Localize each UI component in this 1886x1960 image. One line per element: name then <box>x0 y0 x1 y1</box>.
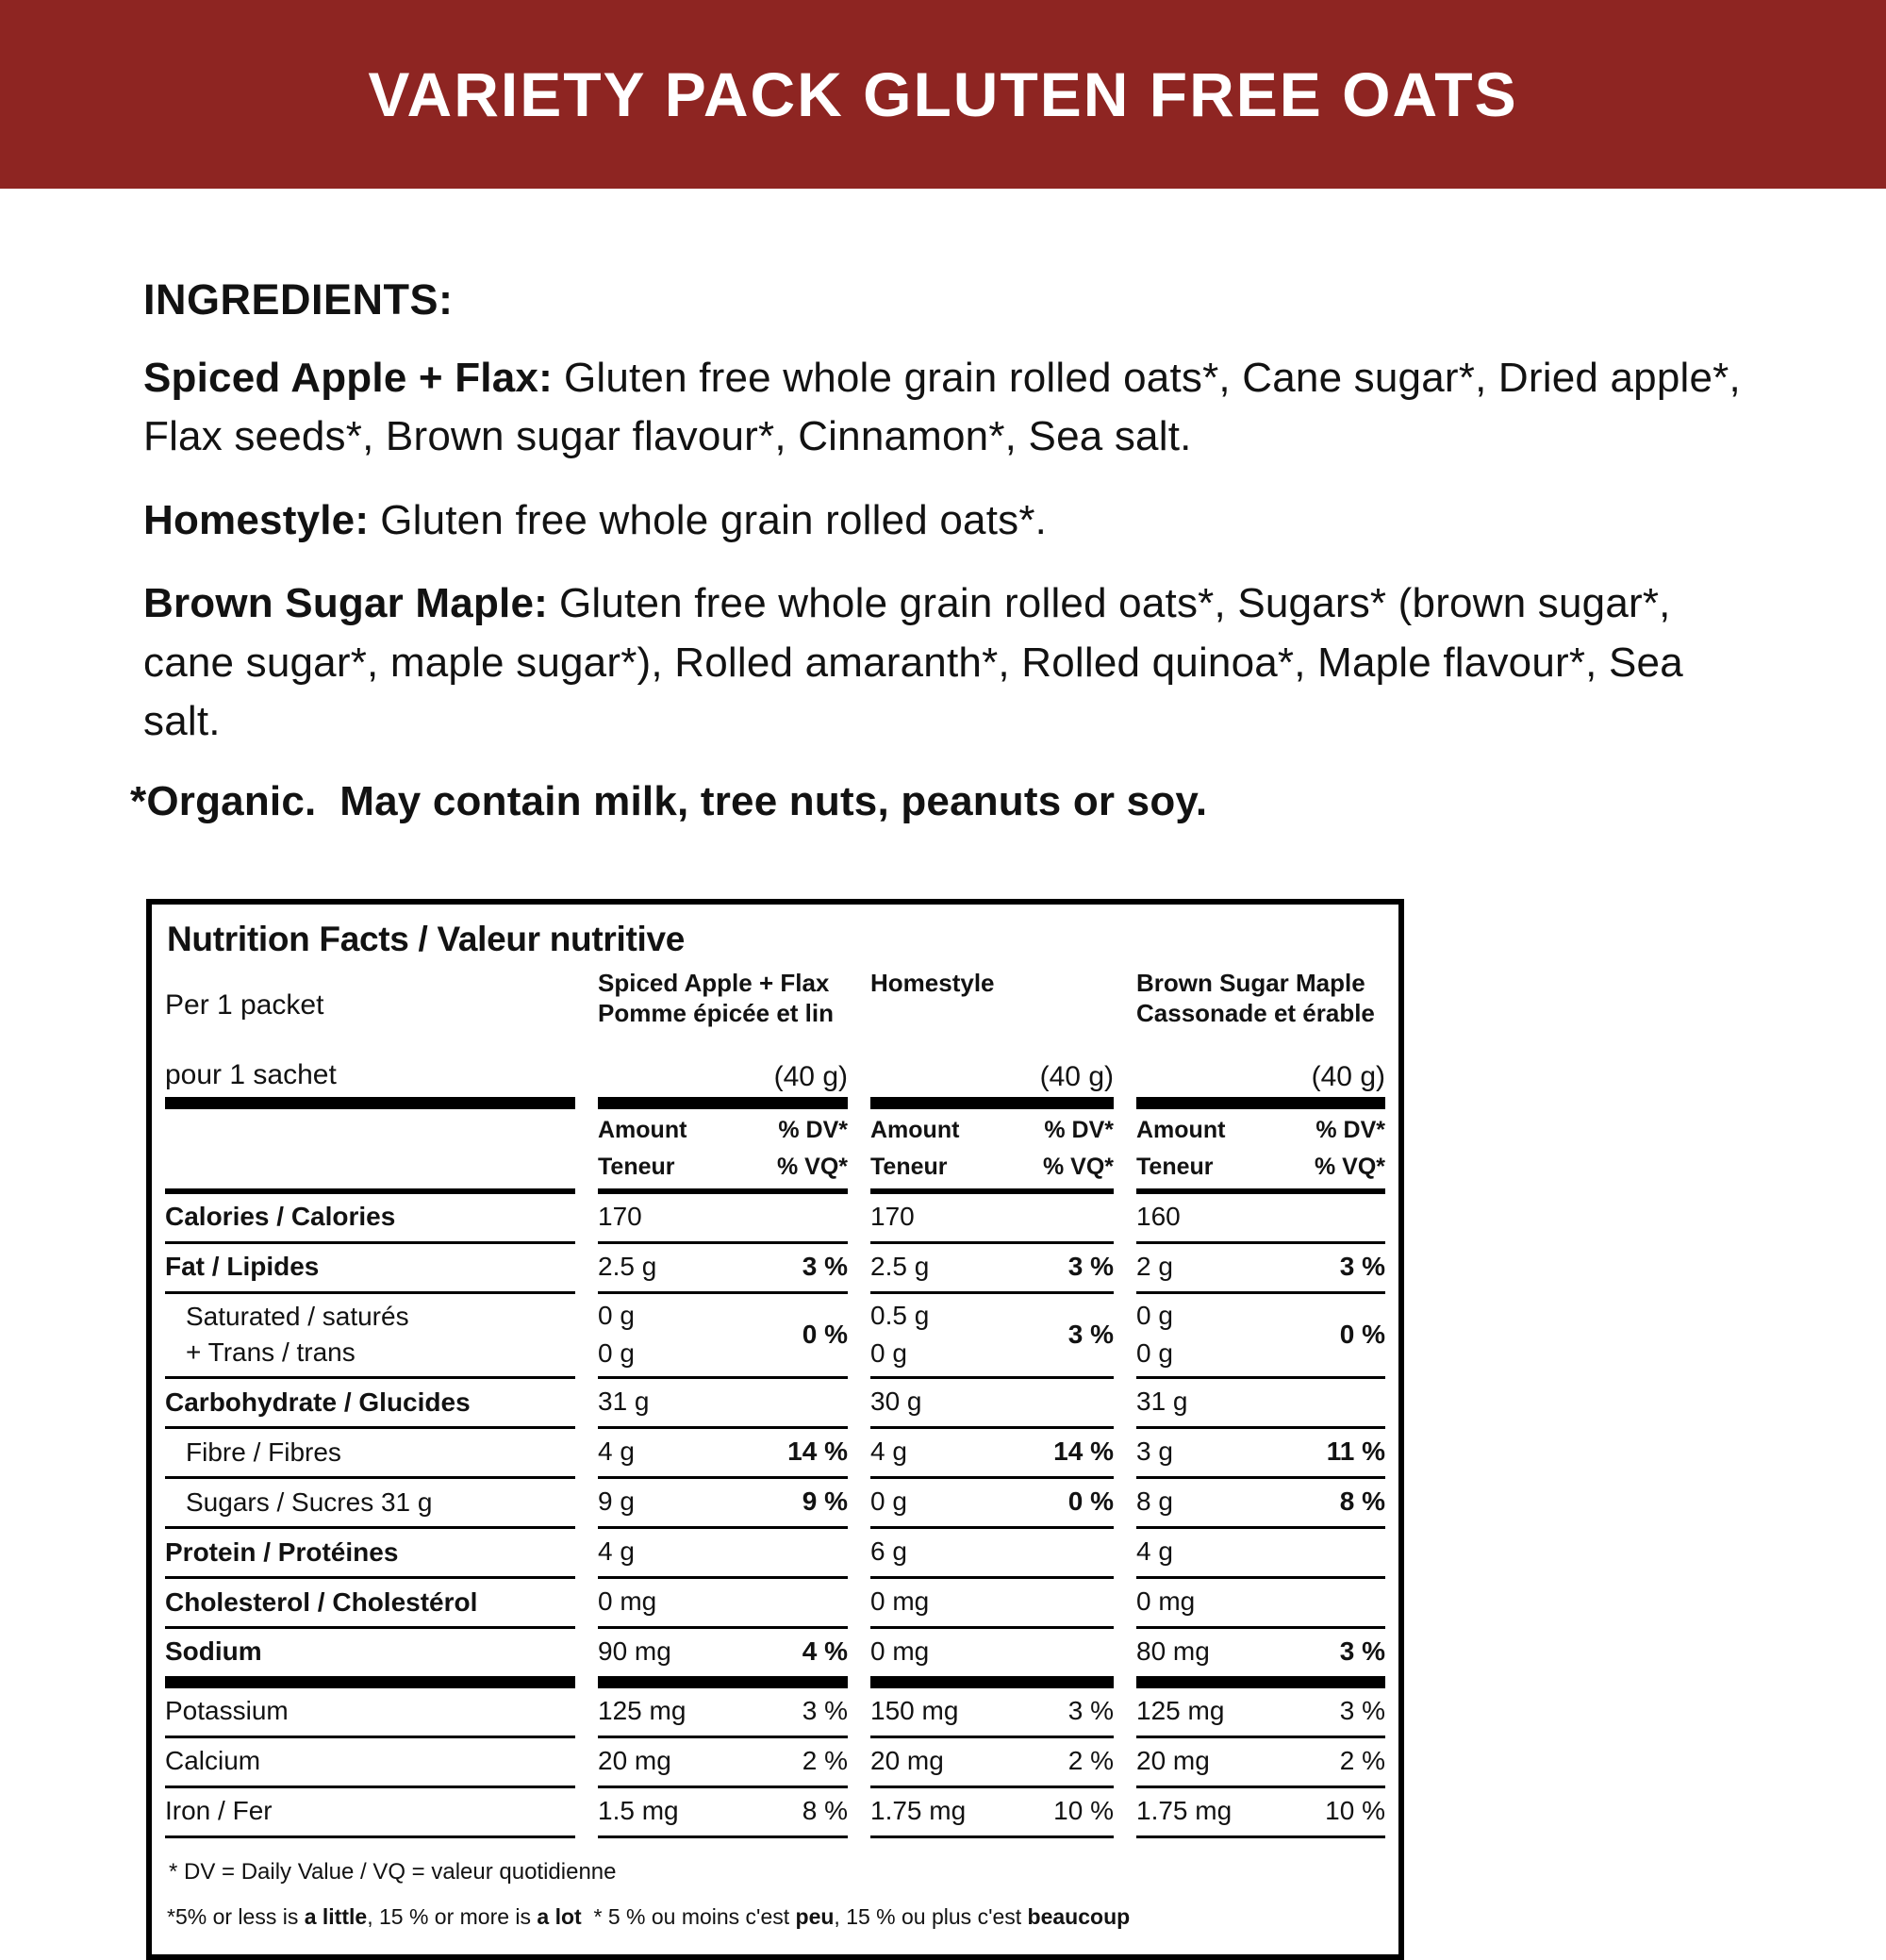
daily-value-percent: 2 % <box>1067 1746 1114 1776</box>
nutrient-label: Sodium <box>165 1629 575 1688</box>
daily-value-percent: 3 % <box>1067 1696 1114 1726</box>
ingredient-list: Gluten free whole grain rolled oats*. <box>380 496 1048 543</box>
nutrient-value-cell: 160 <box>1136 1194 1385 1244</box>
daily-value-percent: 9 % <box>802 1487 848 1517</box>
nutrient-row-fibre-fibres <box>165 1429 1385 1479</box>
nutrient-label: Carbohydrate / Glucides <box>165 1379 575 1429</box>
nutrient-value-cell: 150 mg 3 % <box>870 1688 1114 1738</box>
ingredient-name: Homestyle: <box>143 496 370 543</box>
amount-dv-header: Amount Teneur % DV* % VQ* <box>1136 1116 1385 1180</box>
ingredient-name: Brown Sugar Maple: <box>143 580 548 627</box>
daily-value-percent: 3 % <box>1067 1251 1114 1281</box>
daily-value-percent: 3 % <box>1339 1251 1385 1281</box>
nutrient-value-cell: 80 mg 3 % <box>1136 1629 1385 1688</box>
nutrient-value-cell: 4 g <box>598 1529 848 1579</box>
nutrient-value-cell: 31 g <box>1136 1379 1385 1429</box>
nutrient-row-sugars-sucres-31-g <box>165 1479 1385 1529</box>
nutrient-value-cell: 3 g 11 % <box>1136 1429 1385 1479</box>
serving-weight: (40 g) <box>773 1060 848 1092</box>
nutrient-label: Fat / Lipides <box>165 1244 575 1294</box>
ingredient-list: Gluten free whole grain rolled oats*, Sugars* (brown sugar*, cane sugar*, maple sugar*), Rolled amaranth*, Rolled quinoa*, Maple flavour*, Sea salt. <box>143 580 1683 745</box>
serving-size-en: Per 1 packet <box>165 988 324 1021</box>
nutrient-row-iron-fer <box>165 1788 1385 1838</box>
nutrient-value-cell: 0 mg <box>598 1579 848 1629</box>
nutrient-value-cell: 1.75 mg 10 % <box>870 1788 1114 1838</box>
nutrient-rows <box>165 1194 1385 1838</box>
product-banner <box>0 0 1886 189</box>
nutrient-row-potassium <box>165 1688 1385 1738</box>
nutrient-label: Calories / Calories <box>165 1194 575 1244</box>
nutrient-value-cell: 2 g 3 % <box>1136 1244 1385 1294</box>
nutrition-facts-table <box>146 899 1404 1960</box>
nutrition-facts-title: Nutrition Facts / Valeur nutritive <box>167 919 686 958</box>
nutrient-label: Protein / Protéines <box>165 1529 575 1579</box>
daily-value-percent: 4 % <box>802 1636 848 1667</box>
nutrient-value-cell: 2.5 g 3 % <box>870 1244 1114 1294</box>
ingredients-section <box>130 275 1746 825</box>
daily-value-percent: 3 % <box>1339 1636 1385 1667</box>
ingredient-paragraph-brown-sugar-maple <box>143 574 1746 751</box>
allergen-note: *Organic. May contain milk, tree nuts, peanuts or soy. <box>130 777 1208 824</box>
daily-value-percent: 3 % <box>1067 1319 1114 1349</box>
daily-value-percent: 3 % <box>1339 1696 1385 1726</box>
nutrition-table-header <box>165 963 1385 1097</box>
nutrient-label: Saturated / saturés + Trans / trans <box>165 1294 575 1380</box>
nutrient-value-cell: 6 g <box>870 1529 1114 1579</box>
nutrient-row-fat-lipides <box>165 1244 1385 1294</box>
amount-dv-header: Amount Teneur % DV* % VQ* <box>598 1116 848 1180</box>
nutrient-row-cholesterol-cholest-rol <box>165 1579 1385 1629</box>
product-name: Spiced Apple + Flax Pomme épicée et lin <box>598 968 834 1027</box>
daily-value-percent: 3 % <box>802 1251 848 1281</box>
ingredient-name: Spiced Apple + Flax: <box>143 355 553 401</box>
daily-value-percent: 11 % <box>1326 1437 1385 1467</box>
daily-value-percent: 8 % <box>1339 1487 1385 1517</box>
nutrient-value-cell: 0 g 0 g 0 % <box>1136 1294 1385 1380</box>
nutrient-value-cell: 2.5 g 3 % <box>598 1244 848 1294</box>
amount-dv-header: Amount Teneur % DV* % VQ* <box>870 1116 1114 1180</box>
nutrient-row-calories-calories <box>165 1194 1385 1244</box>
nutrient-row-saturated-satur-s <box>165 1294 1385 1380</box>
ingredient-paragraph-homestyle <box>143 491 1746 550</box>
nutrient-label: Potassium <box>165 1688 575 1738</box>
nutrient-label: Fibre / Fibres <box>165 1429 575 1479</box>
nutrient-value-cell: 0 mg <box>870 1629 1114 1688</box>
nutrient-value-cell: 0 mg <box>1136 1579 1385 1629</box>
nutrient-value-cell: 4 g 14 % <box>870 1429 1114 1479</box>
daily-value-percent: 10 % <box>1053 1796 1114 1826</box>
daily-value-percent: 3 % <box>802 1696 848 1726</box>
nutrient-row-protein-prot-ines <box>165 1529 1385 1579</box>
nutrient-value-cell: 90 mg 4 % <box>598 1629 848 1688</box>
empty-cell <box>165 1109 575 1188</box>
nutrient-row-sodium <box>165 1629 1385 1688</box>
daily-value-percent: 14 % <box>787 1437 848 1467</box>
nutrient-value-cell: 31 g <box>598 1379 848 1429</box>
daily-value-percent: 0 % <box>1067 1487 1114 1517</box>
nutrient-value-cell: 20 mg 2 % <box>870 1738 1114 1788</box>
daily-value-percent: 2 % <box>802 1746 848 1776</box>
daily-value-percent: 2 % <box>1339 1746 1385 1776</box>
banner-title: VARIETY PACK GLUTEN FREE OATS <box>368 59 1518 129</box>
ingredients-heading: INGREDIENTS: <box>143 275 454 324</box>
daily-value-percent: 0 % <box>1339 1319 1385 1349</box>
nutrient-value-cell: 1.75 mg 10 % <box>1136 1788 1385 1838</box>
nutrient-value-cell: 0.5 g 0 g 3 % <box>870 1294 1114 1380</box>
column-header-homestyle <box>870 963 1114 1097</box>
nutrient-value-cell: 4 g 14 % <box>598 1429 848 1479</box>
nutrient-value-cell: 170 <box>598 1194 848 1244</box>
nutrient-value-cell: 0 g 0 % <box>870 1479 1114 1529</box>
daily-value-percent: 8 % <box>802 1796 848 1826</box>
nutrient-label: Calcium <box>165 1738 575 1788</box>
nutrient-row-calcium <box>165 1738 1385 1788</box>
nutrient-value-cell: 125 mg 3 % <box>1136 1688 1385 1738</box>
serving-size-cell <box>165 963 575 1097</box>
nutrient-value-cell: 125 mg 3 % <box>598 1688 848 1738</box>
serving-size-fr: pour 1 sachet <box>165 1058 337 1090</box>
dv-footnote: * DV = Daily Value / VQ = valeur quotidienne <box>169 1859 617 1885</box>
divider-thick <box>165 1097 1385 1109</box>
nutrient-row-carbohydrate-glucides <box>165 1379 1385 1429</box>
column-header-spiced-apple-flax <box>598 963 848 1097</box>
product-name: Homestyle <box>870 968 995 997</box>
nutrient-value-cell: 20 mg 2 % <box>1136 1738 1385 1788</box>
percentage-footnote: *5% or less is a little, 15 % or more is a lot * 5 % ou moins c'est peu, 15 % ou plus c'est beaucoup <box>167 1904 1131 1930</box>
nutrient-value-cell: 0 mg <box>870 1579 1114 1629</box>
nutrient-value-cell: 30 g <box>870 1379 1114 1429</box>
serving-weight: (40 g) <box>1311 1060 1385 1092</box>
nutrient-value-cell: 1.5 mg 8 % <box>598 1788 848 1838</box>
nutrient-label: Cholesterol / Cholestérol <box>165 1579 575 1629</box>
nutrient-label: Sugars / Sucres 31 g <box>165 1479 575 1529</box>
daily-value-percent: 10 % <box>1325 1796 1385 1826</box>
amount-dv-header-row <box>165 1109 1385 1188</box>
product-name: Brown Sugar Maple Cassonade et érable <box>1136 968 1375 1027</box>
nutrient-value-cell: 20 mg 2 % <box>598 1738 848 1788</box>
daily-value-percent: 0 % <box>802 1319 848 1349</box>
daily-value-percent: 14 % <box>1053 1437 1114 1467</box>
serving-weight: (40 g) <box>1039 1060 1114 1092</box>
nutrient-value-cell: 170 <box>870 1194 1114 1244</box>
nutrient-value-cell: 9 g 9 % <box>598 1479 848 1529</box>
nutrient-value-cell: 4 g <box>1136 1529 1385 1579</box>
nutrient-label: Iron / Fer <box>165 1788 575 1838</box>
nutrient-value-cell: 0 g 0 g 0 % <box>598 1294 848 1380</box>
nutrient-value-cell: 8 g 8 % <box>1136 1479 1385 1529</box>
ingredient-paragraph-spiced-apple-flax <box>143 349 1746 467</box>
ingredient-list: Gluten free whole grain rolled oats*, Cane sugar*, Dried apple*, Flax seeds*, Brown sugar flavour*, Cinnamon*, Sea salt. <box>143 355 1741 460</box>
column-header-brown-sugar-maple <box>1136 963 1385 1097</box>
